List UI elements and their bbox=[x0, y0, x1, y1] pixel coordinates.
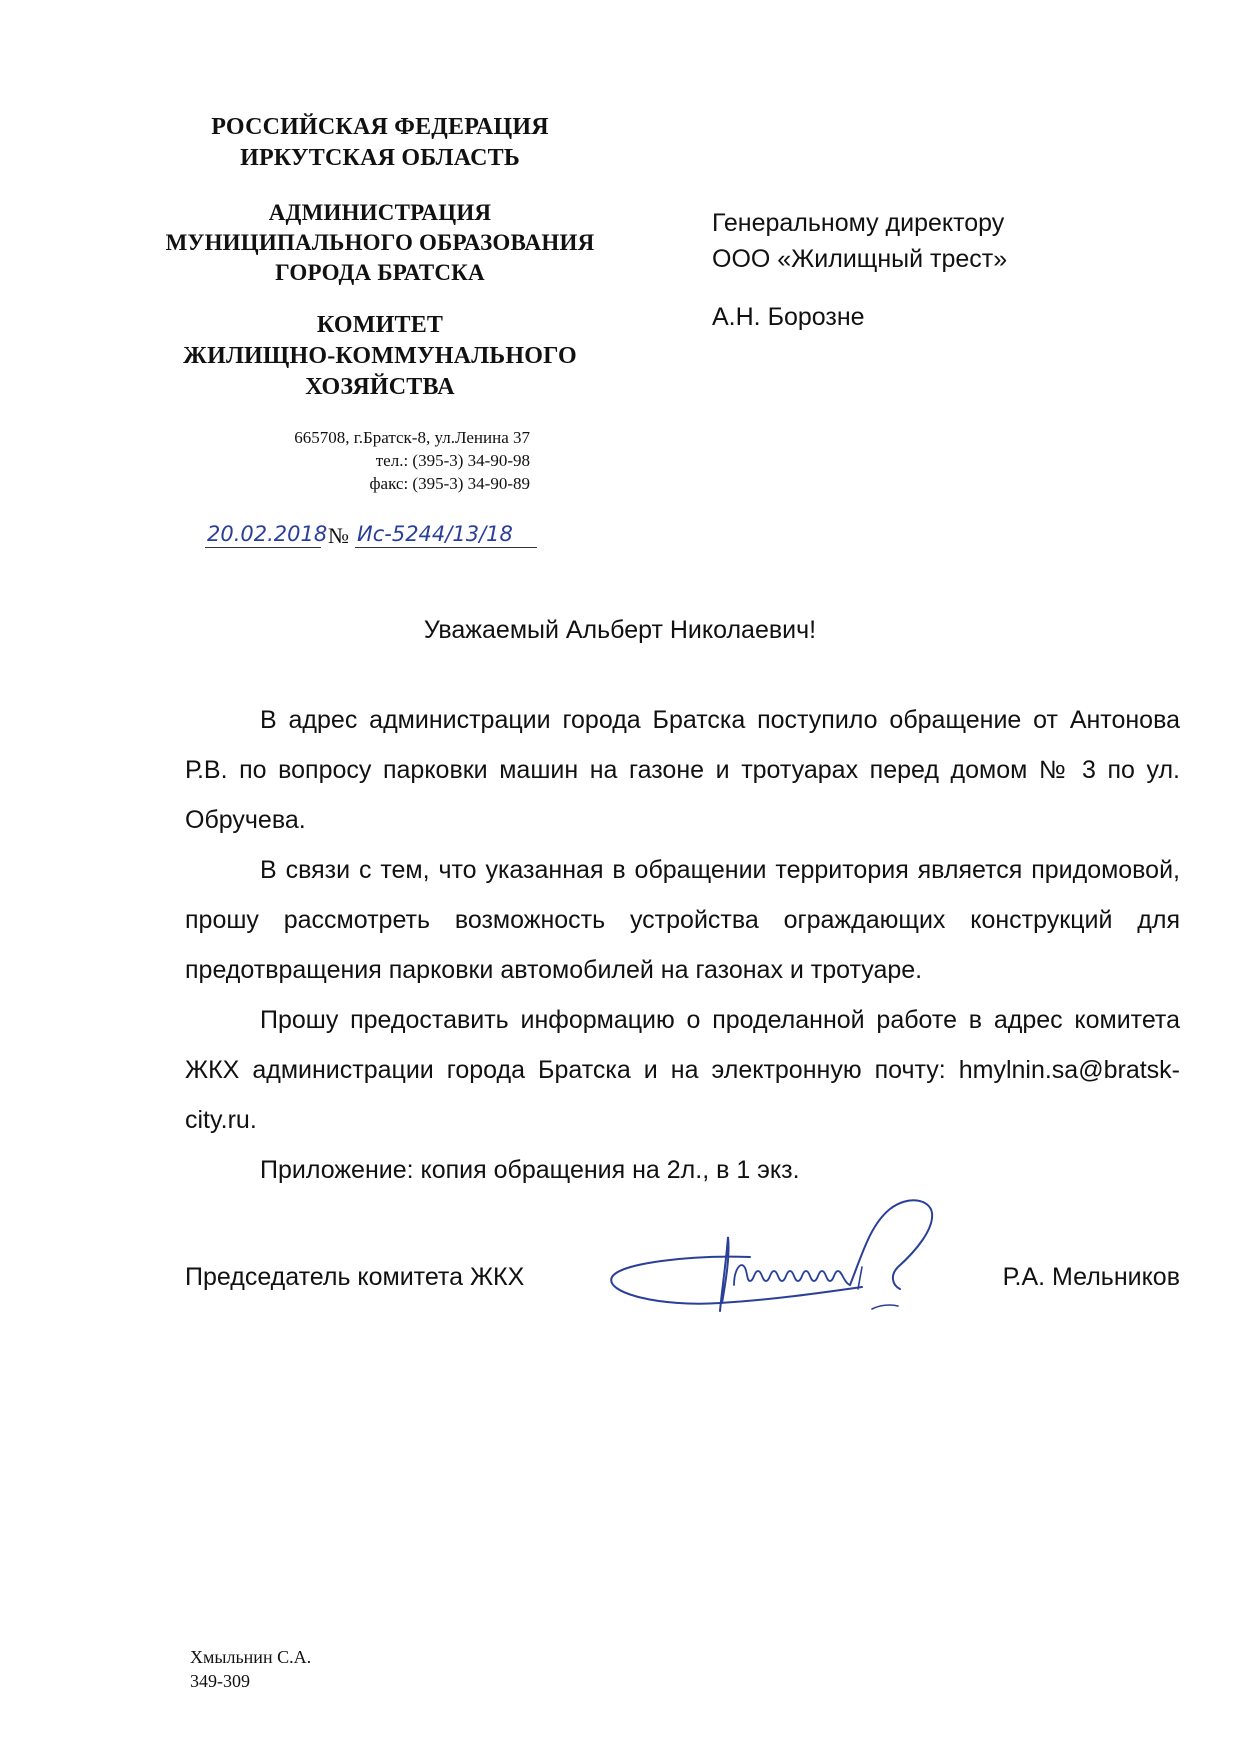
letterhead-committee-line: ЖИЛИЩНО-КОММУНАЛЬНОГО bbox=[183, 343, 577, 369]
signatory-title: Председатель комитета ЖКХ bbox=[185, 1263, 525, 1291]
letterhead-country: РОССИЙСКАЯ ФЕДЕРАЦИЯ bbox=[211, 114, 549, 140]
letterhead-committee-line: КОМИТЕТ bbox=[316, 312, 444, 338]
contact-address: 665708, г.Братск-8, ул.Ленина 37 bbox=[294, 428, 530, 447]
contact-fax: факс: (395-3) 34-90-89 bbox=[369, 474, 530, 493]
letterhead-committee bbox=[130, 310, 630, 403]
contact-phone: тел.: (395-3) 34-90-98 bbox=[375, 451, 530, 470]
recipient-organization: ООО «Жилищный трест» bbox=[712, 245, 1008, 273]
recipient-block bbox=[712, 205, 1007, 335]
registration-number: Ис-5244/13/18 bbox=[355, 522, 537, 548]
executor-footer bbox=[190, 1645, 311, 1693]
letterhead-contacts bbox=[200, 426, 530, 495]
letterhead-admin-line: МУНИЦИПАЛЬНОГО ОБРАЗОВАНИЯ bbox=[165, 230, 595, 255]
letterhead-state bbox=[130, 112, 630, 174]
letterhead-region: ИРКУТСКАЯ ОБЛАСТЬ bbox=[240, 145, 520, 171]
handwritten-signature bbox=[600, 1185, 980, 1345]
registration-number-sign: № bbox=[328, 523, 349, 548]
body-paragraph: В адрес администрации города Братска поступило обращение от Антонова Р.В. по вопросу парковки машин на газоне и тротуарах перед домом № 3 по ул. Обручева. bbox=[185, 706, 1180, 834]
letterhead-administration bbox=[130, 198, 630, 288]
executor-phone: 349-309 bbox=[190, 1671, 250, 1691]
greeting: Уважаемый Альберт Николаевич! bbox=[423, 616, 817, 644]
recipient-position: Генеральному директору bbox=[712, 209, 1005, 237]
registration-line bbox=[205, 522, 545, 556]
letterhead-committee-line: ХОЗЯЙСТВА bbox=[305, 374, 455, 400]
registration-date: 20.02.2018 bbox=[207, 522, 328, 546]
executor-name: Хмыльнин С.А. bbox=[190, 1647, 312, 1667]
letter-body bbox=[185, 695, 1180, 1195]
letterhead-admin-line: АДМИНИСТРАЦИЯ bbox=[268, 200, 492, 225]
body-paragraph: Прошу предоставить информацию о проделанной работе в адрес комитета ЖКХ администрации города Братска и на электронную почту: hmylnin.sa@bratsk-city.ru. bbox=[185, 1006, 1180, 1134]
recipient-name: А.Н. Борозне bbox=[712, 303, 865, 331]
letterhead-admin-line: ГОРОДА БРАТСКА bbox=[275, 260, 485, 285]
signatory-name: Р.А. Мельников bbox=[1002, 1263, 1180, 1291]
attachment-note: Приложение: копия обращения на 2л., в 1 экз. bbox=[260, 1156, 800, 1184]
body-paragraph: В связи с тем, что указанная в обращении территория является придомовой, прошу рассмотреть возможность устройства ограждающих конструкций для предотвращения парковки автомобилей на газонах и тротуаре. bbox=[185, 856, 1180, 984]
letterhead bbox=[130, 112, 630, 425]
